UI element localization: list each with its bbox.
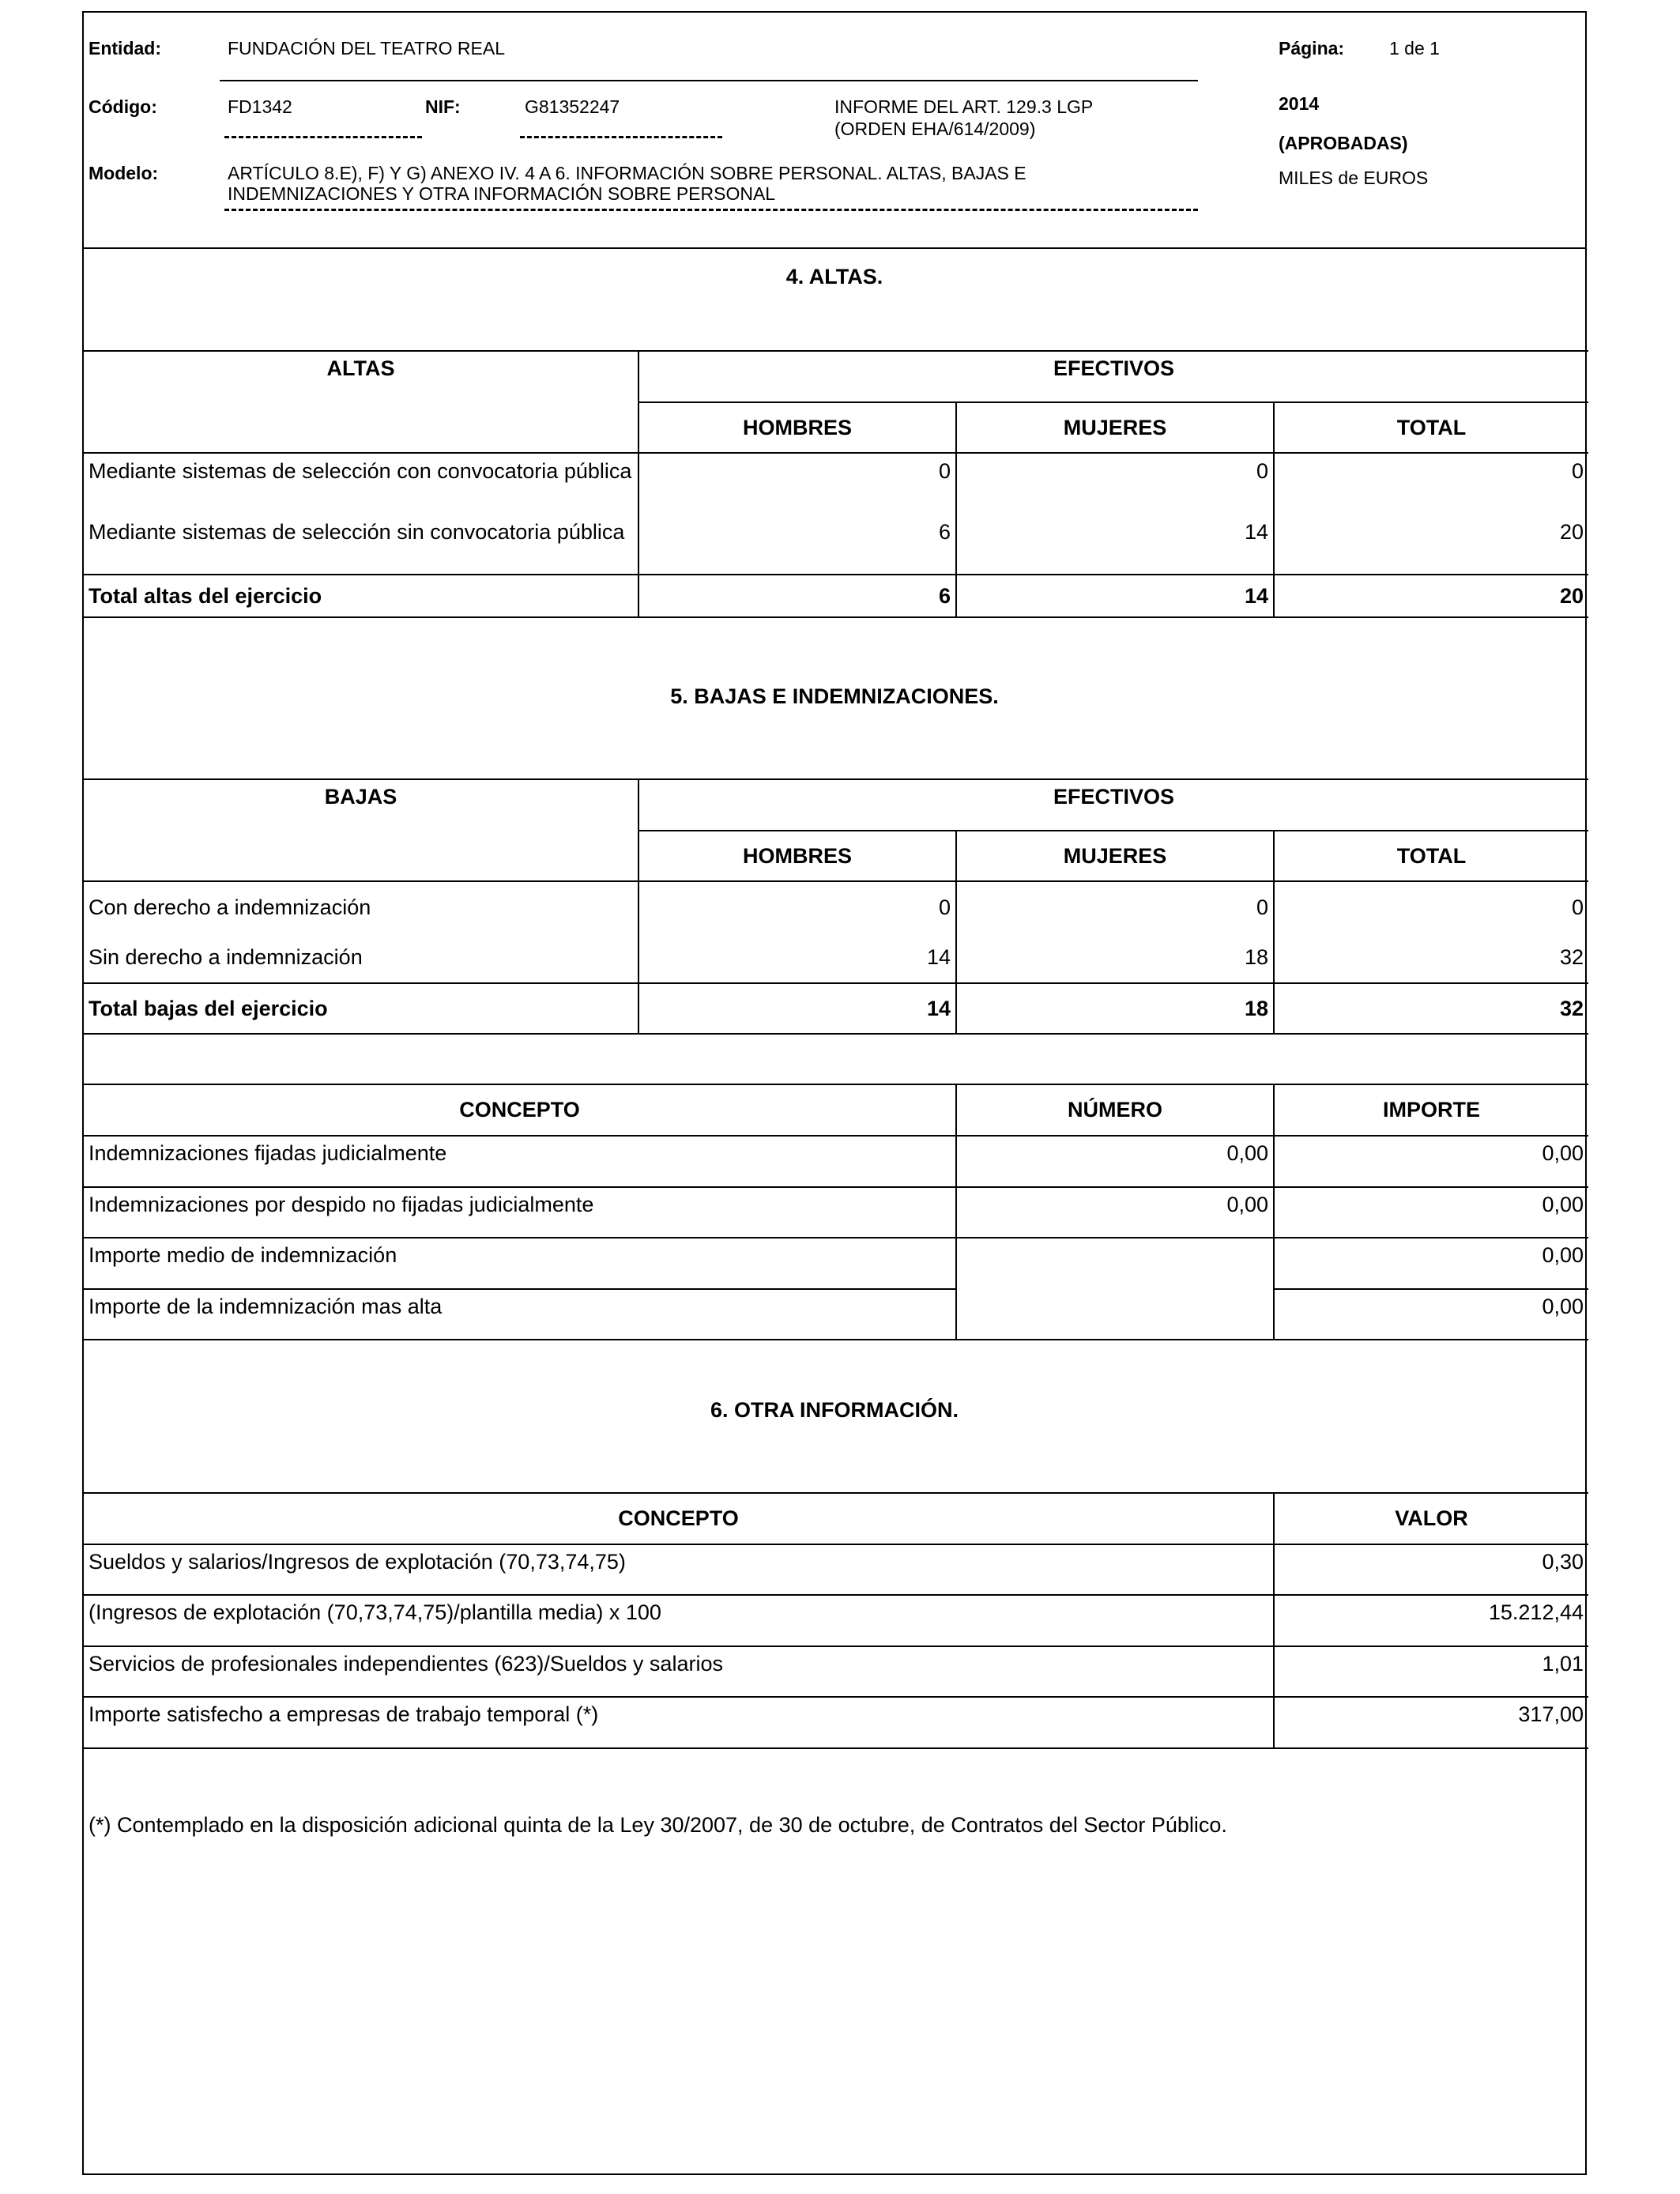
altas-section-title: 4. ALTAS. [785,265,883,288]
altas-row-mujeres: 0 [956,453,1274,515]
altas-row-label: Mediante sistemas de selección sin convocatoria pública [84,515,638,575]
table-row [84,1289,1588,1340]
altas-section-band [84,247,1585,350]
bajas-col-hombres: HOMBRES [638,831,956,881]
otra-row-label: Importe satisfecho a empresas de trabajo temporal (*) [84,1697,1274,1748]
table-row-total [84,575,1588,617]
altas-total-hombres: 6 [638,575,956,617]
modelo-line2: INDEMNIZACIONES Y OTRA INFORMACIÓN SOBRE PERSONAL [228,183,776,204]
indemn-col-numero: NÚMERO [956,1084,1274,1136]
indemn-col-importe: IMPORTE [1274,1084,1588,1136]
bajas-section-title: 5. BAJAS E INDEMNIZACIONES. [670,684,999,708]
unidad-label: MILES de EUROS [1279,168,1429,188]
nif-dashes [520,136,722,138]
bajas-table [84,778,1588,1035]
altas-row-hombres: 0 [638,453,956,515]
indemn-row-numero: 0,00 [956,1187,1274,1238]
nif-label: NIF: [425,96,461,117]
codigo-dashes [224,136,422,138]
bajas-row-hombres: 0 [638,881,956,933]
informe-line1: INFORME DEL ART. 129.3 LGP [834,96,1094,117]
bajas-row-hombres: 14 [638,933,956,983]
entidad-rule [220,80,1198,81]
indemn-row-label: Indemnizaciones fijadas judicialmente [84,1136,956,1187]
modelo-dashes [224,209,1198,211]
otra-col-valor: VALOR [1274,1493,1588,1544]
table-row [84,1595,1588,1646]
bajas-row-label: Con derecho a indemnización [84,881,638,933]
bajas-col-main: BAJAS [84,779,638,881]
report-page [82,11,1587,2175]
modelo-label: Modelo: [89,163,159,183]
table-row [84,933,1588,983]
table-row [84,1136,1588,1187]
altas-col-hombres: HOMBRES [638,402,956,453]
bajas-total-hombres: 14 [638,983,956,1034]
indemn-row-label: Importe de la indemnización mas alta [84,1289,956,1340]
otra-row-valor: 15.212,44 [1274,1595,1588,1646]
altas-col-total: TOTAL [1274,402,1588,453]
otra-section-title: 6. OTRA INFORMACIÓN. [710,1398,959,1422]
codigo-value: FD1342 [228,96,292,117]
pagina-label: Página: [1279,38,1345,58]
table-row [84,1544,1588,1595]
indemn-row-label: Importe medio de indemnización [84,1238,956,1289]
otra-col-concepto: CONCEPTO [84,1493,1274,1544]
bajas-total-label: Total bajas del ejercicio [84,983,638,1034]
indemn-row-importe: 0,00 [1274,1136,1588,1187]
table-row [84,453,1588,515]
indemn-row-label: Indemnizaciones por despido no fijadas judicialmente [84,1187,956,1238]
indemn-row-importe: 0,00 [1274,1289,1588,1340]
modelo-line1: ARTÍCULO 8.E), F) Y G) ANEXO IV. 4 A 6. INFORMACIÓN SOBRE PERSONAL. ALTAS, BAJAS E [228,163,1026,183]
altas-row-total: 20 [1274,515,1588,575]
otra-row-label: Sueldos y salarios/Ingresos de explotación (70,73,74,75) [84,1544,1274,1595]
bajas-total-total: 32 [1274,983,1588,1034]
altas-col-main: ALTAS [84,351,638,453]
altas-total-label: Total altas del ejercicio [84,575,638,617]
otra-row-valor: 1,01 [1274,1646,1588,1697]
bajas-col-group: EFECTIVOS [638,779,1588,831]
entidad-label: Entidad: [89,38,161,58]
otra-row-label: Servicios de profesionales independientes (623)/Sueldos y salarios [84,1646,1274,1697]
altas-row-hombres: 6 [638,515,956,575]
bajas-col-mujeres: MUJERES [956,831,1274,881]
altas-col-mujeres: MUJERES [956,402,1274,453]
altas-row-total: 0 [1274,453,1588,515]
bajas-row-mujeres: 0 [956,881,1274,933]
footnote: (*) Contemplado en la disposición adicional quinta de la Ley 30/2007, de 30 de octubre, de Contratos del Sector Público. [89,1813,1227,1837]
bajas-row-total: 32 [1274,933,1588,983]
altas-total-mujeres: 14 [956,575,1274,617]
informe-line2: (ORDEN EHA/614/2009) [834,119,1036,139]
indemn-empty-cell [956,1238,1274,1340]
altas-table [84,350,1588,618]
indemn-row-numero: 0,00 [956,1136,1274,1187]
otra-row-valor: 317,00 [1274,1697,1588,1748]
indemn-row-importe: 0,00 [1274,1238,1588,1289]
table-row [84,1238,1588,1289]
report-year: 2014 [1279,93,1320,114]
bajas-row-total: 0 [1274,881,1588,933]
table-row [84,1646,1588,1697]
entidad-value: FUNDACIÓN DEL TEATRO REAL [228,38,506,58]
table-row [84,1187,1588,1238]
altas-total-total: 20 [1274,575,1588,617]
otra-table [84,1492,1588,1749]
indemn-row-importe: 0,00 [1274,1187,1588,1238]
table-row [84,1697,1588,1748]
altas-row-label: Mediante sistemas de selección con convocatoria pública [84,453,638,515]
bajas-col-total: TOTAL [1274,831,1588,881]
aprobadas-label: (APROBADAS) [1279,133,1408,153]
otra-row-label: (Ingresos de explotación (70,73,74,75)/plantilla media) x 100 [84,1595,1274,1646]
indemn-col-concepto: CONCEPTO [84,1084,956,1136]
codigo-label: Código: [89,96,157,117]
bajas-total-mujeres: 18 [956,983,1274,1034]
bajas-row-mujeres: 18 [956,933,1274,983]
altas-col-group: EFECTIVOS [638,351,1588,402]
table-row [84,515,1588,575]
nif-value: G81352247 [525,96,620,117]
bajas-row-label: Sin derecho a indemnización [84,933,638,983]
otra-row-valor: 0,30 [1274,1544,1588,1595]
table-row-total [84,983,1588,1034]
pagina-value: 1 de 1 [1389,38,1440,58]
table-row [84,881,1588,933]
indemnizaciones-table [84,1084,1588,1340]
altas-row-mujeres: 14 [956,515,1274,575]
